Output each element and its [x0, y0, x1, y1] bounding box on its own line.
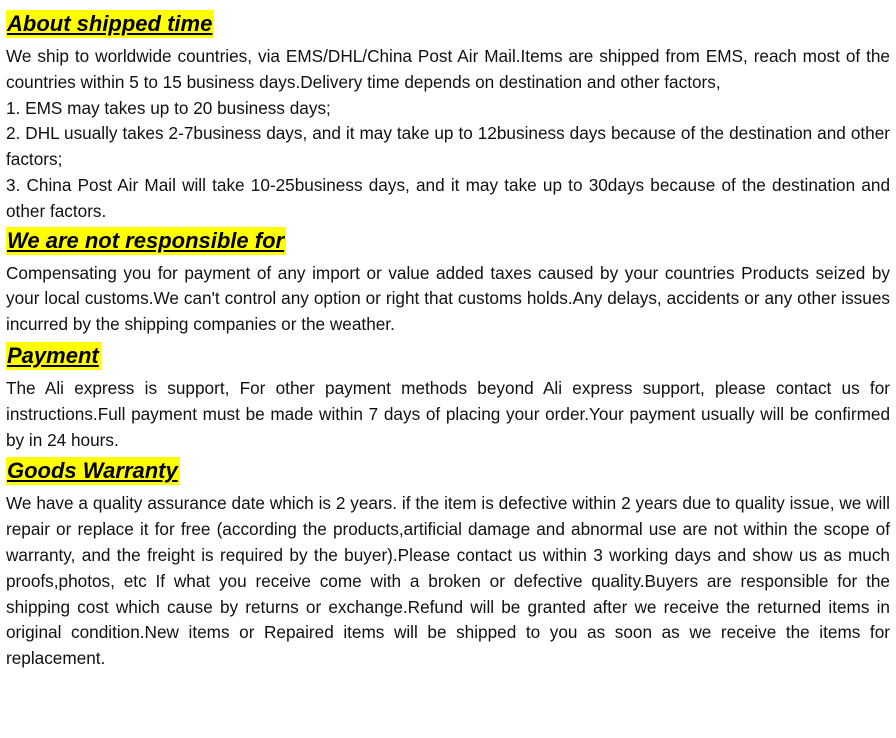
warranty-heading: Goods Warranty	[7, 458, 178, 484]
shipping-heading: About shipped time	[7, 11, 213, 36]
payment-section	[6, 342, 890, 453]
shipping-item-china-post: 3. China Post Air Mail will take 10-25business days, and it may take up to 30days because of the destination and other factors.	[6, 174, 890, 221]
shipping-body	[6, 44, 890, 225]
shipping-intro: We ship to worldwide countries, via EMS/DHL/China Post Air Mail.Items are shipped from EMS, reach most of the countries within 5 to 15 business days.Delivery time depends on destination and other factors,	[6, 46, 890, 92]
shipping-item-ems: 1. EMS may takes up to 20 business days;	[6, 97, 331, 118]
warranty-section	[6, 457, 890, 672]
responsibility-heading: We are not responsible for	[7, 227, 285, 253]
payment-body: The Ali express is support, For other payment methods beyond Ali express support, please contact us for instructions.Full payment must be made within 7 days of placing your order.Your payment usually will be confirmed by in 24 hours.	[6, 377, 890, 450]
shipping-section	[6, 10, 890, 225]
shipping-item-dhl: 2. DHL usually takes 2-7business days, and it may take up to 12business days because of the destination and other factors;	[6, 123, 890, 170]
responsibility-body: Compensating you for payment of any import or value added taxes caused by your countries Products seized by your local customs.We can't control any option or right that customs holds.Any delays, accidents or any other issues incurred by the shipping companies or the weather.	[6, 262, 890, 335]
responsibility-section	[6, 227, 890, 338]
warranty-body: We have a quality assurance date which is 2 years. if the item is defective within 2 years due to quality issue, we will repair or replace it for free (according the products,artificial damage and abnormal use are not within the scope of warranty, and the freight is required by the buyer).Please contact us within 3 working days and show us as much proofs,photos, etc If what you receive come with a broken or defective quality.Buyers are responsible for the shipping cost which cause by returns or exchange.Refund will be granted after we receive the returned items in original condition.New items or Repaired items will be shipped to you as soon as we receive the items for replacement.	[6, 493, 890, 669]
payment-heading: Payment	[7, 342, 99, 368]
